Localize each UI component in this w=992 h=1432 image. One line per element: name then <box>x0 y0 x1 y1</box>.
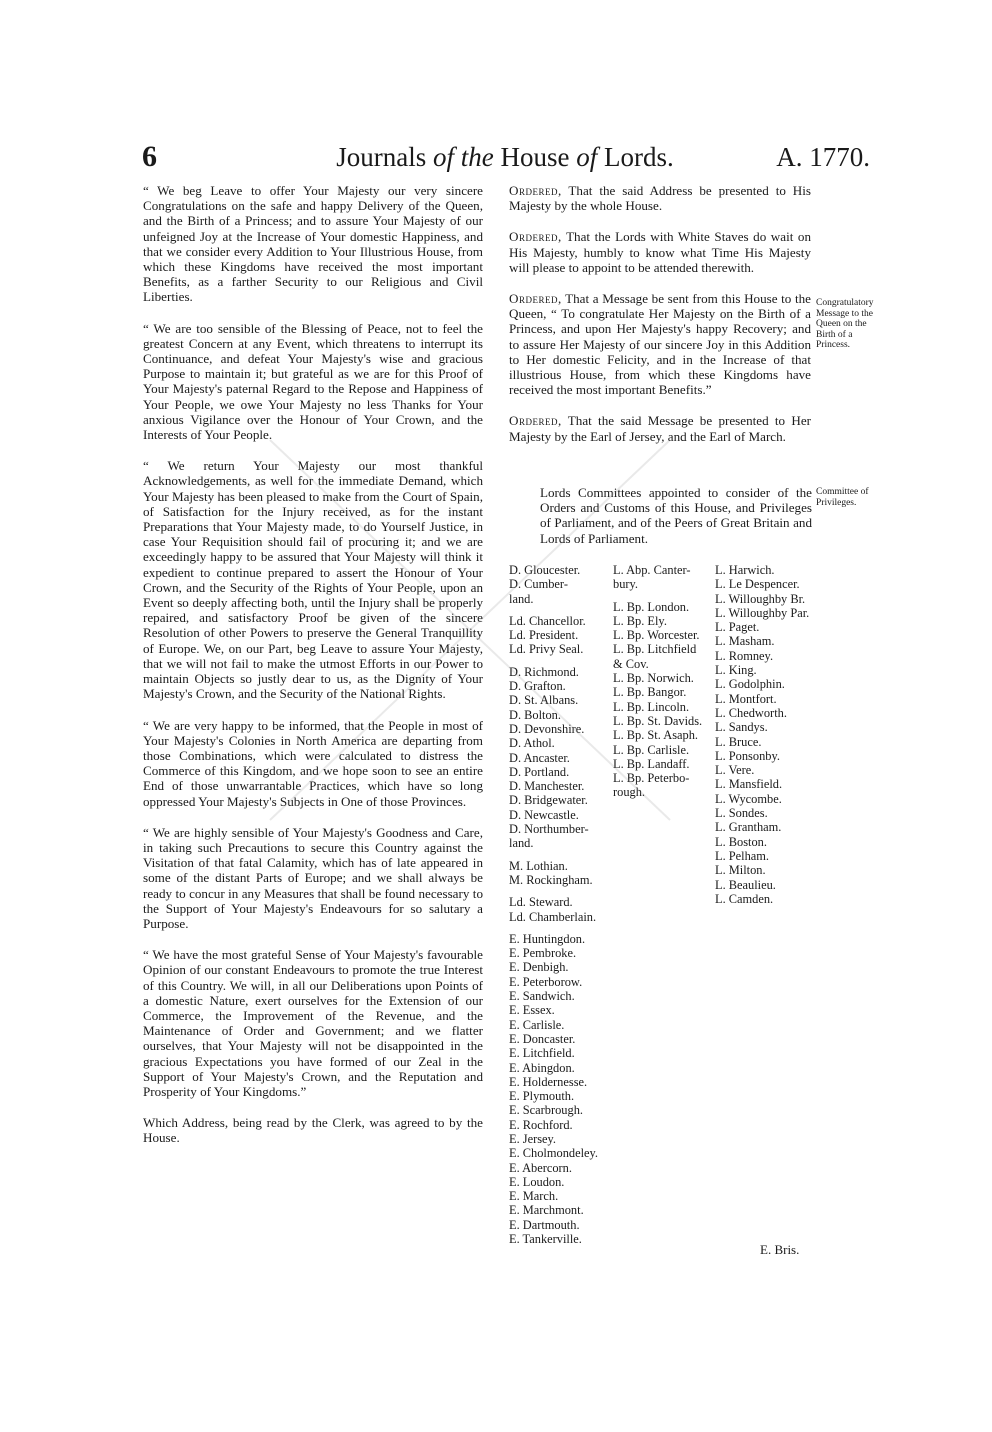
address-paragraph: “ We are highly sensible of Your Majesty's Goodness and Care, in taking such Precautions to secure this Country against the Visitation of that fatal Calamity, which has of late appeared in some of the distant Parts of Europe; and we shall always be ready to concur in any Measures that shall be found necessary to the Support of Your Majesty's Endeavours for so salutary a Purpose. <box>143 824 483 931</box>
list-item: L. Willoughby Par. <box>715 605 810 620</box>
address-paragraph: “ We return Your Majesty our most thankful Acknowledgements, as well for the immediate Demand, which Your Majesty has been pleased to make from the Court of Spain, of Satisfaction for the Injury received, as for the instant Preparations that Your Majesty made, to do Yourself Justice, in case Your Requisition should fail of procuring it; and we are exceedingly happy to be assured that Your Majesty will think it expedient to continue prepared to assert the Honour of Your Crown, and the Security of the Rights of Your People, upon an Event so deeply affecting both, until the Injury shall be properly repaired, and satisfactory Proof be given of the sincere Resolution of other Powers to preserve the General Tranquillity of Europe. We, on our Part, beg Leave to assure Your Majesty, that we will not fail to make the utmost Efforts in our Power to maintain Objects so justly dear to us, as the Dignity of Your Majesty's Crown, and the Security of the National Rights. <box>143 458 483 702</box>
list-item: D. Bolton. <box>509 707 561 722</box>
list-item: L. Wycombe. <box>715 791 782 806</box>
list-item: L. Paget. <box>715 620 760 635</box>
list-item: L. Bp. Norwich. <box>613 671 694 686</box>
list-item: E. Plymouth. <box>509 1089 575 1104</box>
page-header <box>140 140 870 180</box>
list-item: E. Peterborow. <box>509 974 583 989</box>
list-item: L. Montfort. <box>715 691 777 706</box>
title-of: of <box>576 142 598 172</box>
list-item: E. March. <box>509 1189 559 1204</box>
lords-list-column-3 <box>715 563 809 906</box>
list-item: L. Bp. Lincoln. <box>613 699 690 714</box>
list-item: L. Milton. <box>715 863 766 878</box>
list-spacer <box>509 887 598 895</box>
list-item: D. Bridgewater. <box>509 793 588 808</box>
year: A. 1770. <box>776 142 870 172</box>
title-of-the: of the <box>432 142 494 172</box>
lords-list-column-1 <box>509 563 598 1246</box>
list-item: L. Pelham. <box>715 848 770 863</box>
list-item: Ld. Steward. <box>509 895 573 910</box>
list-item: D. Grafton. <box>509 679 566 694</box>
lords-list-column-2 <box>613 563 702 800</box>
list-item: Ld. President. <box>509 628 579 643</box>
list-item: Ld. Privy Seal. <box>509 642 584 657</box>
list-item: L. Sondes. <box>715 806 768 821</box>
list-item: E. Holdernesse. <box>509 1074 588 1089</box>
list-spacer <box>509 606 598 614</box>
list-item: L. Chedworth. <box>715 705 787 720</box>
left-column <box>143 183 483 1162</box>
list-item: L. Le Despencer. <box>715 577 800 592</box>
list-item: D. Manchester. <box>509 779 585 794</box>
list-item: L. Bp. Worcester. <box>613 628 700 643</box>
list-item: L. Bp. Ely. <box>613 613 667 628</box>
list-item: E. Abingdon. <box>509 1060 575 1075</box>
list-item: L. Bp. Litchfield <box>613 642 697 657</box>
list-item: bury. <box>613 577 639 592</box>
order-lead: Ordered, <box>509 229 562 245</box>
list-item: E. Marchmont. <box>509 1203 584 1218</box>
list-item: L. King. <box>715 663 757 678</box>
list-item: L. Bp. St. Asaph. <box>613 728 699 743</box>
list-item: E. Litchfield. <box>509 1046 575 1061</box>
address-paragraph: “ We beg Leave to offer Your Majesty our very sincere Congratulations on the safe and happy Delivery of the Queen, and the Birth of a Princess; and to assure Your Majesty of our unfeigned Joy at the Increase of Your domestic Happiness, and that we consider every Addition to Your Illustrious House, from which these Kingdoms have received the most important Benefits, as a farther Security to our Religious and Civil Liberties. <box>143 183 483 305</box>
list-item: L. Boston. <box>715 834 767 849</box>
address-paragraph: “ We are very happy to be informed, that the People in most of Your Majesty's Colonies in North America are departing from those Combinations, which were calculated to distress the Commerce of this Kingdom, and we hope soon to see an entire End of those unwarrantable Practices, which have so long oppressed Your Majesty's Subjects in One of those Provinces. <box>143 717 483 809</box>
list-item: L. Romney. <box>715 648 774 663</box>
list-item: M. Rockingham. <box>509 872 593 887</box>
list-item: land. <box>509 836 534 851</box>
list-spacer <box>509 657 598 665</box>
list-item: L. Camden. <box>715 891 774 906</box>
order-paragraph <box>509 229 811 275</box>
list-item: L. Mansfield. <box>715 777 783 792</box>
order-lead: Ordered, <box>509 291 562 307</box>
list-item: L. Ponsonby. <box>715 748 780 763</box>
list-item: land. <box>509 591 534 606</box>
list-item: D. Newcastle. <box>509 807 579 822</box>
list-item: L. Vere. <box>715 763 755 778</box>
list-item: L. Bruce. <box>715 734 762 749</box>
list-item: E. Jersey. <box>509 1131 557 1146</box>
list-item: E. Tankerville. <box>509 1232 582 1247</box>
list-item: L. Godolphin. <box>715 677 785 692</box>
list-item: E. Loudon. <box>509 1174 565 1189</box>
address-paragraph: “ We are too sensible of the Blessing of Peace, not to feel the greatest Concern at any Event, which threatens to interrupt its Continuance, and defeat Your Majesty's wise and gracious Purpose to maintain it; but grateful as we are for this Proof of Your Majesty's paternal Regard to the Repose and Happiness of Your People, we owe Your Majesty no less Thanks for Your anxious Vigilance over the Honour of Your Crown, and the Interests of Your People. <box>143 320 483 443</box>
list-item: M. Lothian. <box>509 858 568 873</box>
list-item: E. Pembroke. <box>509 946 577 961</box>
list-item: E. Huntingdon. <box>509 931 586 946</box>
list-item: & Cov. <box>613 656 649 671</box>
margin-note-committee: Committee of Privileges. <box>816 487 869 508</box>
list-item: D. Richmond. <box>509 664 579 679</box>
list-item: E. Essex. <box>509 1003 555 1018</box>
list-item: E. Cholmondeley. <box>509 1146 599 1161</box>
list-item: D. Northumber- <box>509 822 589 837</box>
list-item: L. Bp. Bangor. <box>613 685 687 700</box>
list-item: L. Beaulieu. <box>715 877 776 892</box>
order-paragraph <box>509 413 811 443</box>
list-item: E. Abercorn. <box>509 1160 572 1175</box>
list-item: L. Bp. Landaff. <box>613 756 690 771</box>
list-item: rough. <box>613 785 646 800</box>
list-spacer <box>509 851 598 859</box>
running-title <box>140 142 870 173</box>
right-column <box>509 183 811 460</box>
list-item: L. Bp. Peterbo- <box>613 771 690 786</box>
list-item: E. Rochford. <box>509 1117 573 1132</box>
list-item: E. Carlisle. <box>509 1017 565 1032</box>
order-paragraph <box>509 291 811 397</box>
order-lead: Ordered, <box>509 183 562 198</box>
committee-heading: Lords Committees appointed to consider of the Orders and Customs of this House, and Privileges of Parliament, and of the Peers of Great Britain and Lords of Parliament. <box>540 485 812 546</box>
catchword: E. Bris. <box>760 1242 800 1257</box>
order-lead: Ordered, <box>509 413 562 429</box>
list-item: D. Athol. <box>509 736 555 751</box>
list-item: E. Denbigh. <box>509 960 569 975</box>
order-text: That the Lords with White Staves do wait on His Majesty, humbly to know what Time His Majesty will please to appoint to be attended therewith. <box>509 229 811 275</box>
title-lords: Lords. <box>604 142 674 172</box>
list-item: L. Masham. <box>715 634 775 649</box>
page-number: 6 <box>142 140 157 173</box>
address-agreed-paragraph: Which Address, being read by the Clerk, was agreed to by the House. <box>143 1115 483 1146</box>
list-item: D. Ancaster. <box>509 750 570 765</box>
list-item: E. Doncaster. <box>509 1031 576 1046</box>
list-item: D. Cumber- <box>509 577 568 592</box>
list-item: L. Abp. Canter- <box>613 563 691 577</box>
list-item: L. Bp. Carlisle. <box>613 742 690 757</box>
list-item: L. Harwich. <box>715 563 775 577</box>
order-paragraph <box>509 183 811 213</box>
title-journals: Journals <box>336 142 427 172</box>
order-text: That the said Message be presented to Her Majesty by the Earl of Jersey, and the Earl of March. <box>509 413 811 444</box>
list-item: Ld. Chancellor. <box>509 613 586 628</box>
list-item: E. Scarbrough. <box>509 1103 583 1118</box>
list-item: E. Dartmouth. <box>509 1217 580 1232</box>
list-item: D. Gloucester. <box>509 563 581 577</box>
title-house: House <box>500 142 570 172</box>
list-item: L. Sandys. <box>715 720 768 735</box>
list-item: E. Sandwich. <box>509 989 575 1004</box>
order-text: That the said Address be presented to His Majesty by the whole House. <box>509 183 811 214</box>
list-item: D. St. Albans. <box>509 693 579 708</box>
list-spacer <box>613 592 702 600</box>
list-item: L. Bp. St. Davids. <box>613 713 703 728</box>
list-item: D. Devonshire. <box>509 721 585 736</box>
list-item: L. Grantham. <box>715 820 782 835</box>
address-paragraph: “ We have the most grateful Sense of Your Majesty's favourable Opinion of our constant Endeavours to promote the true Interest of this Country. We will, in all our Deliberations upon Points of a domestic Nature, exert ourselves for the Extension of our Commerce, the Improvement of the Revenue, and the Maintenance of Order and Government; and we flatter ourselves, that Your Majesty will not be disappointed in the gracious Expectations you have formed of our Zeal in the Support of Your Majesty's Crown, and the Reputation and Prosperity of Your Kingdoms.” <box>143 947 483 1099</box>
list-item: Ld. Chamberlain. <box>509 909 597 924</box>
list-item: L. Bp. London. <box>613 599 690 614</box>
order-text: That a Message be sent from this House to the Queen, “ To congratulate Her Majesty on the Birth of a Princess, and upon Her Majesty's happy Recovery; and to assure Her Majesty of our sincere Joy in this Addition to Her domestic Felicity, and in the Increase of that illustrious House, from which these Kingdoms have received the most important Benefits.” <box>509 291 811 398</box>
margin-note-congratulatory: Congratulatory Message to the Queen on the Birth of a Princess. <box>816 298 874 350</box>
list-item: L. Willoughby Br. <box>715 591 806 606</box>
list-spacer <box>509 924 598 932</box>
list-item: D. Portland. <box>509 764 570 779</box>
